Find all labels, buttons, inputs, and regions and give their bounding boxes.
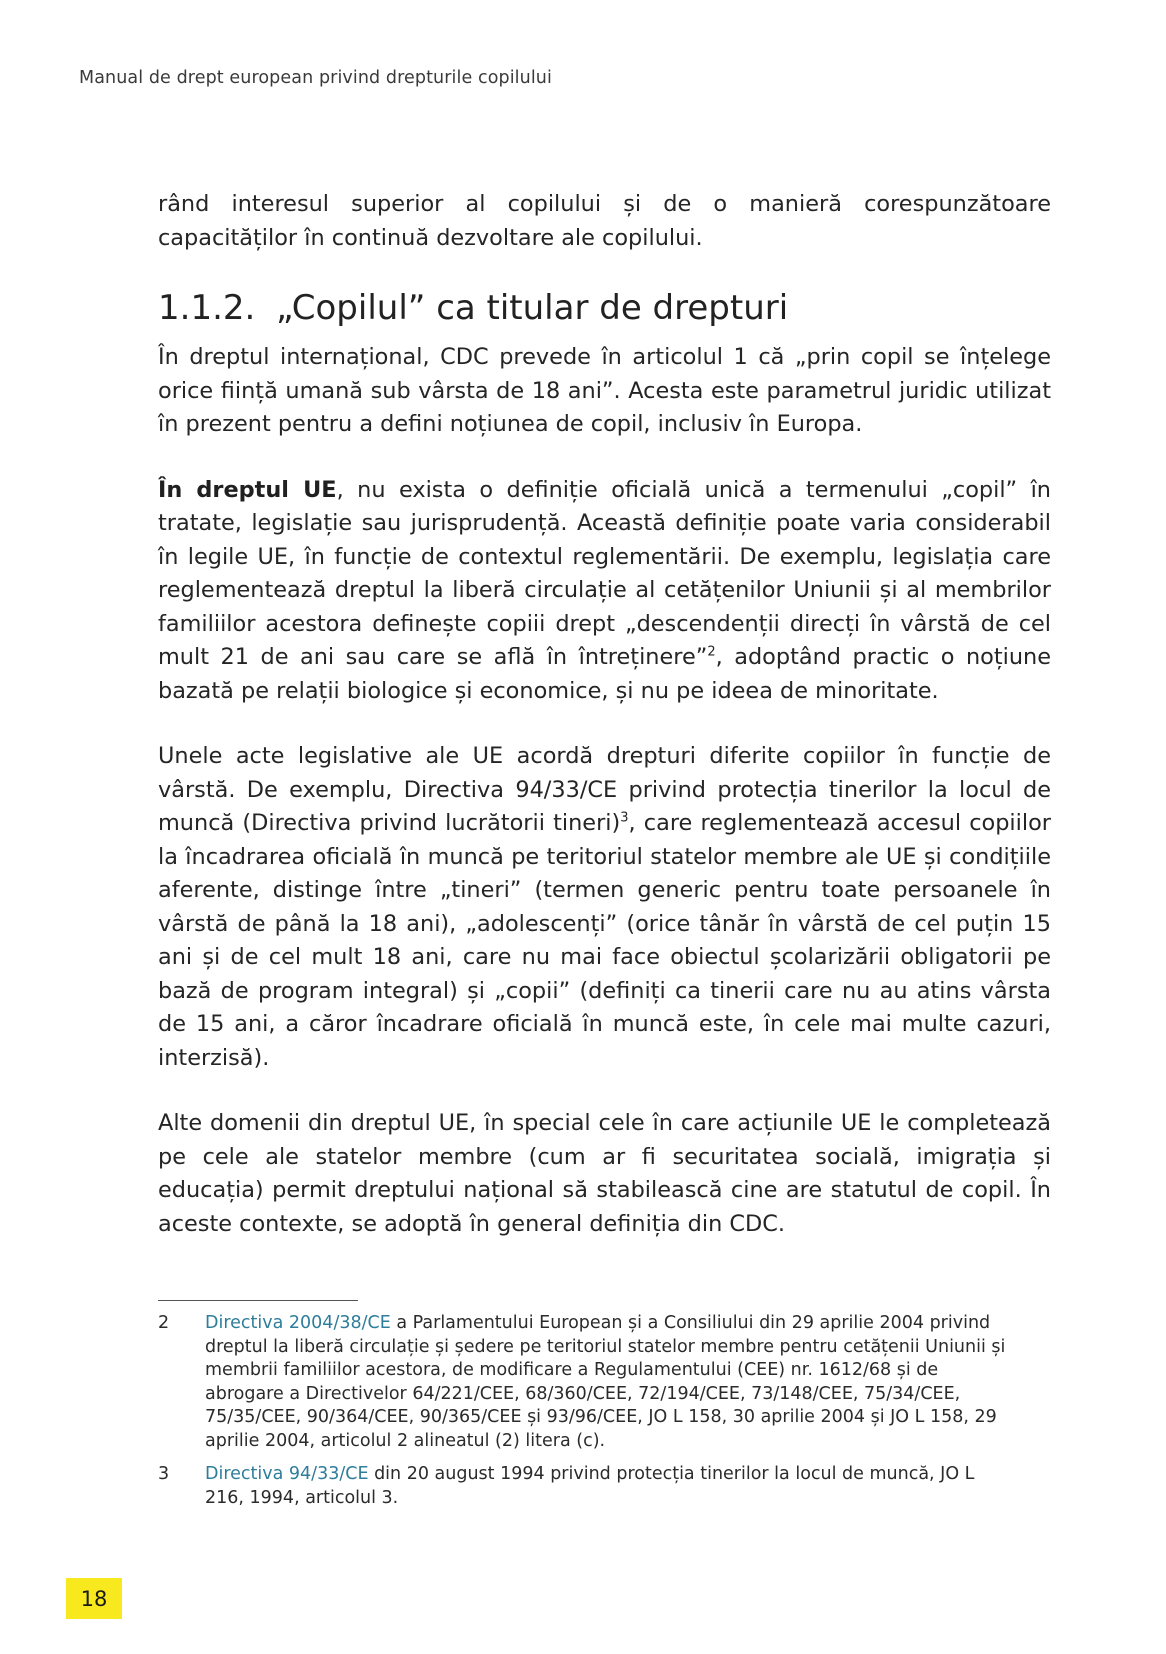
footnote-number: 3	[158, 1464, 170, 1484]
paragraph-age-rights	[158, 740, 1051, 1075]
intro-paragraph: rând interesul superior al copilului și de o manieră corespunzătoare capacităților în continuă dezvoltare ale copilului.	[158, 191, 1051, 251]
page-number-badge: 18	[66, 1578, 122, 1619]
footnote-2	[158, 1312, 1018, 1453]
section-heading	[158, 285, 1051, 331]
footnote-ref-2[interactable]: 2	[707, 644, 716, 660]
paragraph-international-law: În dreptul internațional, CDC prevede în articolul 1 că „prin copil se înțelege orice ființă umană sub vârsta de 18 ani”. Acesta este parametrul juridic utilizat în prezent pentru a defini noțiunea de copil, inclusiv în Europa.	[158, 344, 1051, 437]
footnote-link-directive-2004-38[interactable]: Directiva 2004/38/CE	[205, 1313, 391, 1333]
footnote-body: din 20 august 1994 privind protecția tinerilor la locul de muncă, JO L 216, 1994, articolul 3.	[205, 1464, 975, 1508]
section-number: 1.1.2.	[158, 288, 256, 328]
footnotes	[158, 1312, 1018, 1520]
paragraph-lead-bold: În dreptul UE	[158, 476, 337, 503]
footnote-body: a Parlamentului European și a Consiliului din 29 aprilie 2004 privind dreptul la liberă circulație și ședere pe teritoriul statelor membre pentru cetățenii Uniunii și membrii familiilor acestora, de modificare a Regulamentului (CEE) nr. 1612/68 și de abrogare a Directivelor 64/221/CEE, 68/360/CEE, 72/194/CEE, 73/148/CEE, 75/34/CEE, 75/35/CEE, 90/364/CEE, 90/365/CEE și 93/96/CEE, JO L 158, 30 aprilie 2004 și JO L 158, 29 aprilie 2004, articolul 2 alineatul (2) litera (c).	[205, 1313, 1006, 1451]
paragraph-text: , adoptând practic o noțiune bazată pe relații biologice și economice, și nu pe ideea de minoritate.	[158, 644, 1051, 704]
footnote-ref-3[interactable]: 3	[620, 810, 629, 826]
paragraph-text: , care reglementează accesul copiilor la încadrarea oficială în muncă pe teritoriul statelor membre ale UE și condițiile aferente, distinge între „tineri” (termen generic pentru toate persoanele în vârstă de până la 18 ani), „adolescenți” (orice tânăr în vârstă de cel puțin 15 ani și de cel mult 18 ani, care nu mai face obiectul școlarizării obligatorii pe bază de program integral) și „copii” (definiți ca tinerii care nu au atins vârsta de 15 ani, a căror încadrare oficială în muncă este, în cele mai multe cazuri, interzisă).	[158, 810, 1051, 1071]
footnote-3	[158, 1463, 1018, 1510]
paragraph-eu-law	[158, 474, 1051, 709]
footnote-link-directive-94-33[interactable]: Directiva 94/33/CE	[205, 1464, 369, 1484]
footnote-number: 2	[158, 1313, 170, 1333]
footnote-text	[205, 1312, 1018, 1453]
section-title: „Copilul” ca titular de drepturi	[276, 288, 789, 328]
footnote-text	[205, 1463, 1018, 1510]
footnote-divider	[158, 1300, 358, 1301]
paragraph-text: , nu exista o definiție oficială unică a termenului „copil” în tratate, legislație sau jurisprudență. Această definiție poate varia considerabil în legile UE, în funcție de contextul reglementării. De exemplu, legislația care reglementează dreptul la liberă circulație al cetățenilor Uniunii și al membrilor familiilor acestora definește copiii drept „descendenții direcți în vârstă de cel mult 21 de ani sau care se află în întreținere”	[158, 476, 1051, 670]
paragraph-text: Unele acte legislative ale UE acordă drepturi diferite copiilor în funcție de vârstă. De exemplu, Directiva 94/33/CE privind protecția tinerilor la locul de muncă (Directiva privind lucrătorii tineri)	[158, 743, 1051, 836]
main-content	[158, 188, 1051, 1241]
running-header: Manual de drept european privind drepturile copilului	[79, 68, 552, 88]
paragraph-other-domains: Alte domenii din dreptul UE, în special cele în care acțiunile UE le completează pe cele ale statelor membre (cum ar fi securitatea socială, imigrația și educația) permit dreptului național să stabilească cine are statutul de copil. În aceste contexte, se adoptă în general definiția din CDC.	[158, 1110, 1051, 1237]
